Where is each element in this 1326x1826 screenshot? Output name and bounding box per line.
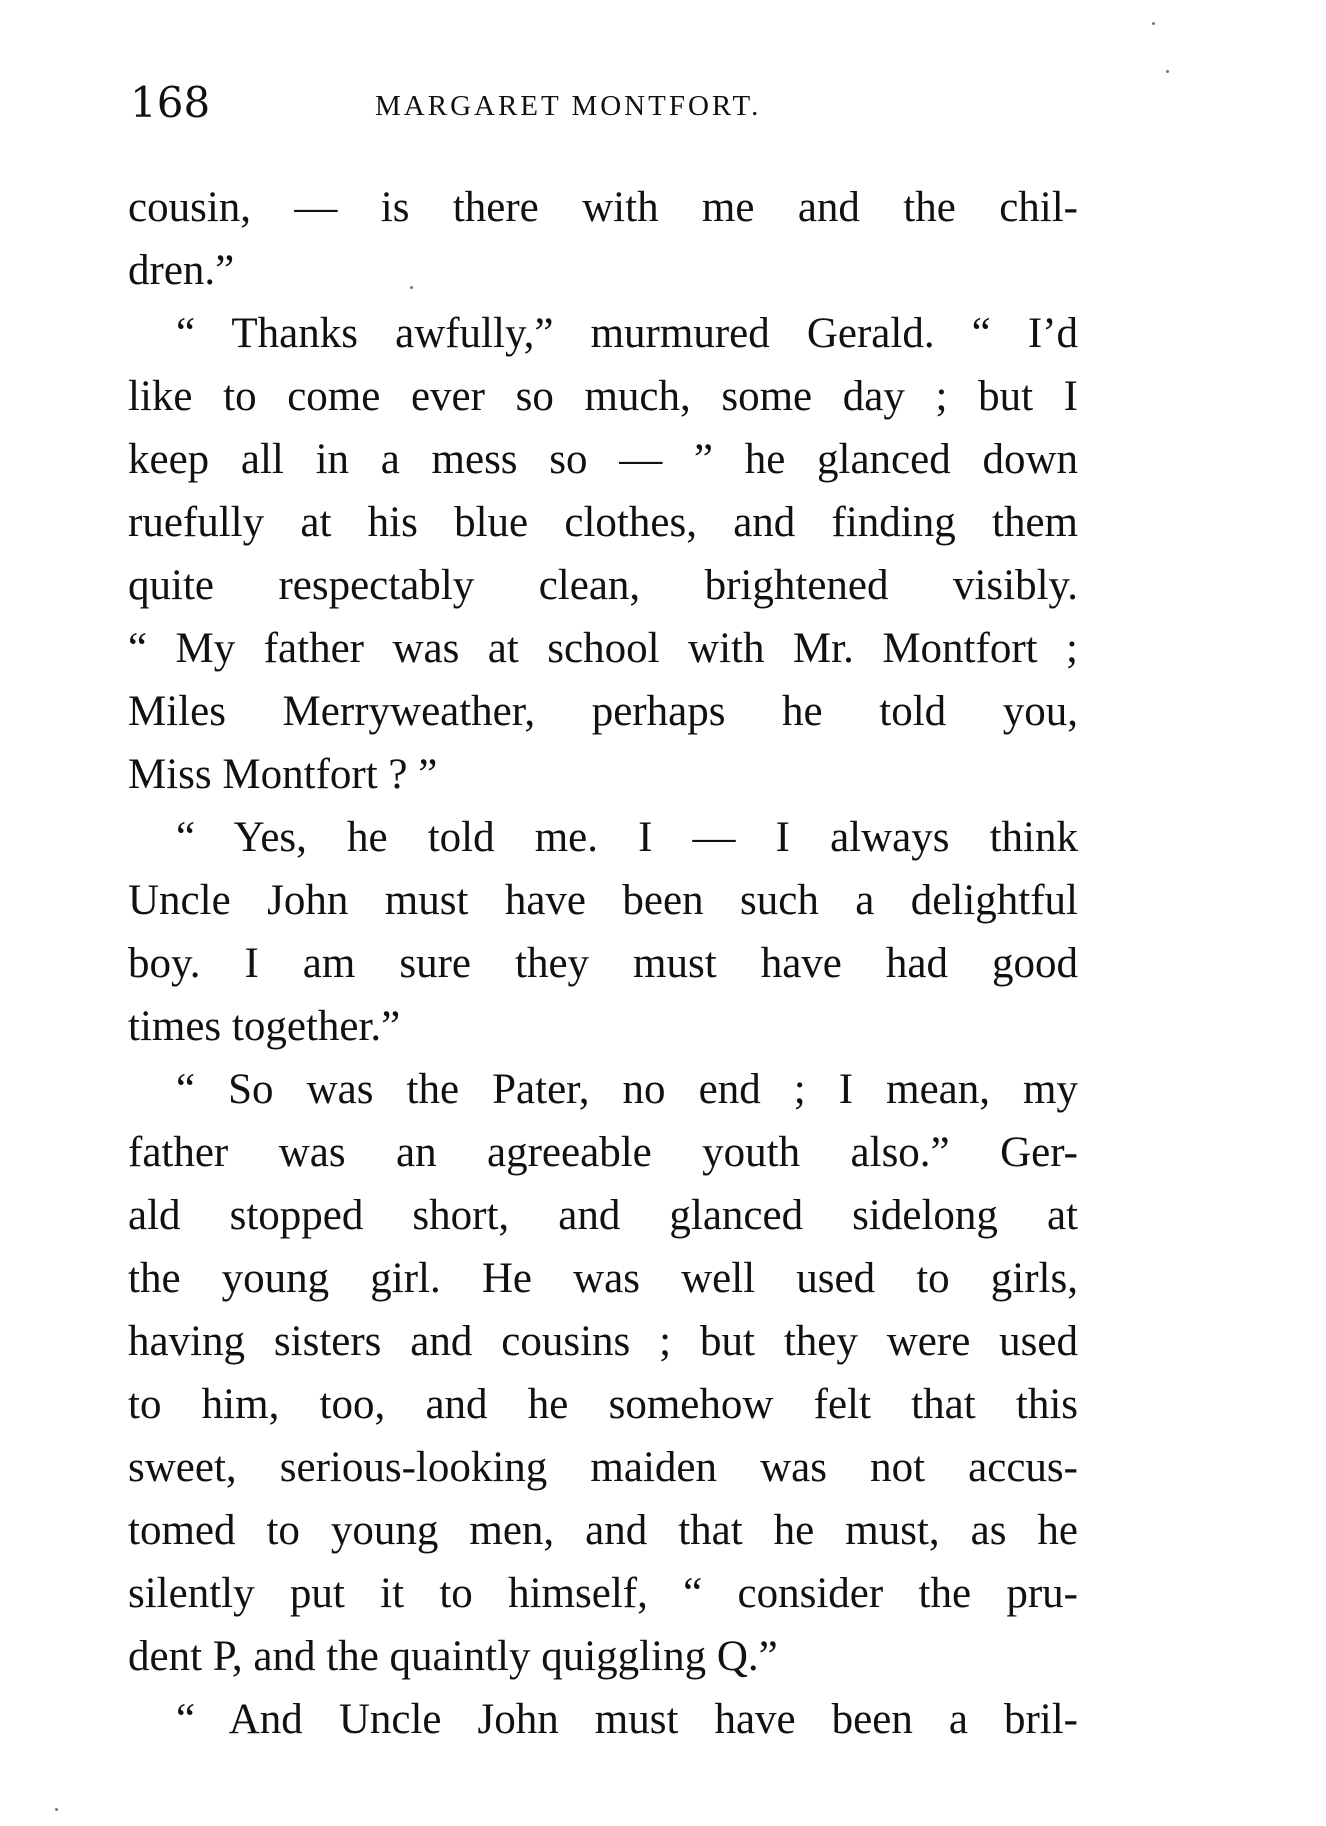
text-line: dent P, and the quaintly quiggling Q.” bbox=[128, 1633, 778, 1680]
text-line: tomed to young men, and that he must, as he bbox=[128, 1507, 1078, 1554]
running-title: MARGARET MONTFORT. bbox=[375, 90, 762, 122]
page-header bbox=[130, 78, 1080, 138]
text-line: “ So was the Pater, no end ; I mean, my bbox=[176, 1066, 1078, 1113]
text-line: Miles Merryweather, perhaps he told you, bbox=[128, 688, 1078, 735]
text-line: to him, too, and he somehow felt that this bbox=[128, 1381, 1078, 1428]
paper-speck bbox=[1152, 22, 1155, 25]
text-line: Miss Montfort ? ” bbox=[128, 751, 438, 798]
text-line: boy. I am sure they must have had good bbox=[128, 940, 1078, 987]
text-line: like to come ever so much, some day ; but I bbox=[128, 373, 1078, 420]
text-line: father was an agreeable youth also.” Ger- bbox=[128, 1129, 1078, 1176]
text-line: silently put it to himself, “ consider the pru- bbox=[128, 1570, 1078, 1617]
text-line: “ And Uncle John must have been a bril- bbox=[176, 1696, 1078, 1743]
page-number: 168 bbox=[130, 78, 211, 127]
body-text bbox=[128, 176, 1078, 1751]
text-line: keep all in a mess so — ” he glanced down bbox=[128, 436, 1078, 483]
text-line: Uncle John must have been such a delightful bbox=[128, 877, 1078, 924]
text-line: the young girl. He was well used to girls, bbox=[128, 1255, 1078, 1302]
paper-speck bbox=[1166, 70, 1169, 73]
paper-speck bbox=[410, 286, 413, 289]
text-line: “ Yes, he told me. I — I always think bbox=[176, 814, 1078, 861]
text-line: sweet, serious-looking maiden was not accus- bbox=[128, 1444, 1078, 1491]
paper-speck bbox=[55, 1808, 58, 1811]
text-line: “ My father was at school with Mr. Montfort ; bbox=[128, 625, 1078, 672]
text-line: quite respectably clean, brightened visibly. bbox=[128, 562, 1078, 609]
text-line: “ Thanks awfully,” murmured Gerald. “ I’d bbox=[176, 310, 1078, 357]
text-line: having sisters and cousins ; but they were used bbox=[128, 1318, 1078, 1365]
text-line: ruefully at his blue clothes, and finding them bbox=[128, 499, 1078, 546]
text-line: cousin, — is there with me and the chil- bbox=[128, 184, 1078, 231]
text-line: ald stopped short, and glanced sidelong at bbox=[128, 1192, 1078, 1239]
text-line: times together.” bbox=[128, 1003, 401, 1050]
text-line: dren.” bbox=[128, 247, 235, 294]
